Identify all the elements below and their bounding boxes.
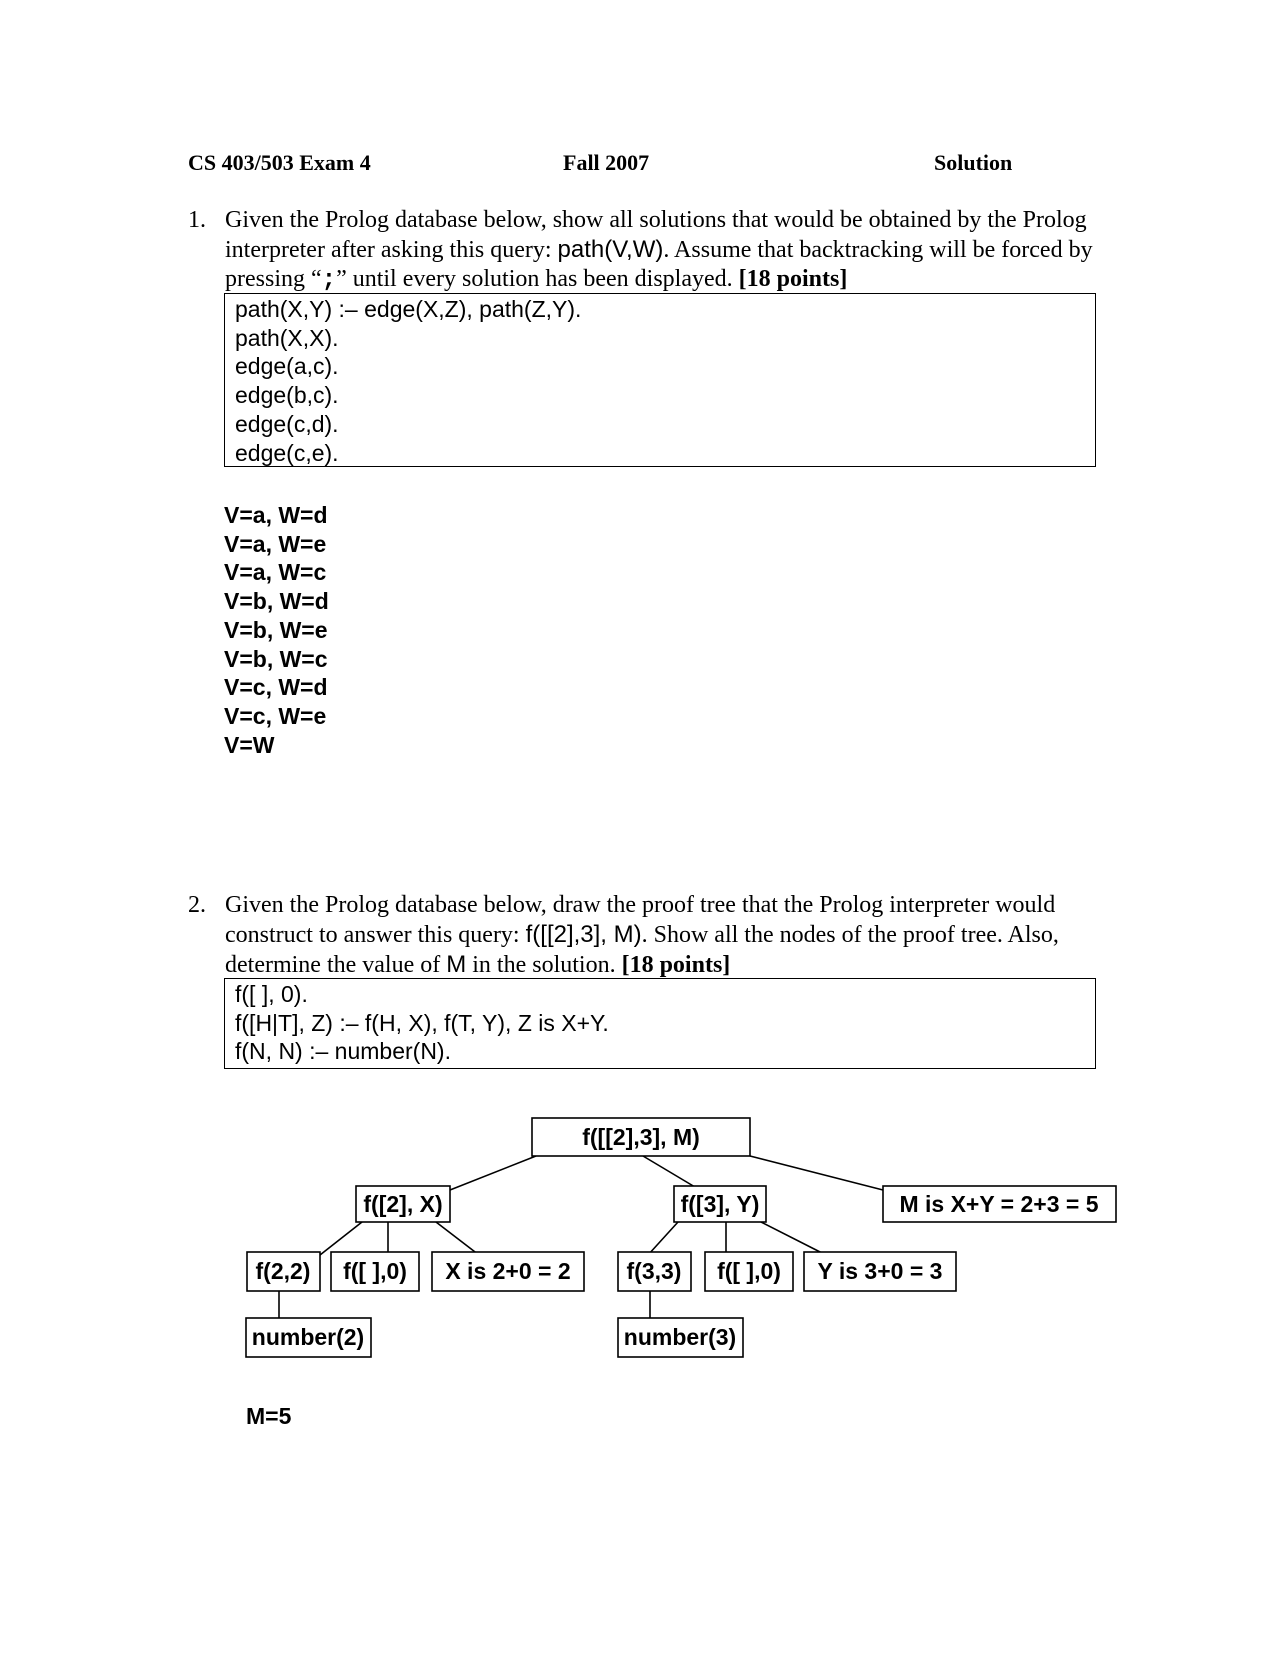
node-label: f([ ],0) <box>717 1258 781 1284</box>
variable-name: M <box>446 951 467 978</box>
tree-node-rl <box>618 1318 743 1357</box>
points-label: [18 points] <box>738 266 848 292</box>
solution-item: V=b, W=e <box>224 616 328 643</box>
question-text: Given the Prolog database below, show all solutions that would be obtained by the Prolog interpreter after asking this query: path(V,W). Assume that backtracking will be forced by pressing “;” until every solution has been displayed. [18 points] <box>225 207 1093 294</box>
tree-edge <box>648 1222 678 1255</box>
code-line: edge(b,c). <box>235 382 339 409</box>
solution-item: V=b, W=c <box>224 645 328 672</box>
tree-edge <box>436 1222 479 1255</box>
tree-node-r3 <box>804 1252 956 1291</box>
code-line: f(N, N) :– number(N). <box>235 1038 451 1065</box>
query-text: f([[2],3], M) <box>525 921 642 948</box>
code-line: edge(c,d). <box>235 410 339 437</box>
tree-edge <box>643 1156 700 1190</box>
term-label: Fall 2007 <box>563 150 650 175</box>
code-line: f([H|T], Z) :– f(H, X), f(T, Y), Z is X+Y. <box>235 1009 609 1036</box>
tree-node-right <box>883 1186 1116 1222</box>
question-number: 1. <box>188 207 206 233</box>
result-value: M=5 <box>246 1403 292 1429</box>
solution-item: V=W <box>224 731 275 758</box>
tree-node-left <box>356 1186 450 1222</box>
node-label: M is X+Y = 2+3 = 5 <box>899 1191 1099 1217</box>
tree-node-r1 <box>618 1252 691 1291</box>
node-label: number(2) <box>251 1324 365 1350</box>
node-label: f([3], Y) <box>680 1191 760 1217</box>
question-text: Given the Prolog database below, draw the proof tree that the Prolog interpreter would construct to answer this query: f([[2],3], M). Show all the nodes of the proof tree. Also, determine the value of M in the solution. [18 points] <box>225 892 1059 978</box>
tree-edges <box>279 1156 883 1323</box>
key-symbol: ; <box>321 267 337 294</box>
code-line: path(X,Y) :– edge(X,Z), path(Z,Y). <box>235 296 582 322</box>
tree-node-mid <box>674 1186 766 1222</box>
code-line: path(X,X). <box>235 324 339 351</box>
node-label: f([ ],0) <box>343 1258 407 1284</box>
solution-item: V=c, W=d <box>224 674 328 701</box>
code-line: edge(a,c). <box>235 353 339 380</box>
solution-label: Solution <box>934 150 1013 175</box>
course-title: CS 403/503 Exam 4 <box>188 150 371 175</box>
tree-node-root <box>532 1118 750 1156</box>
solution-item: V=c, W=e <box>224 702 327 729</box>
node-label: Y is 3+0 = 3 <box>817 1258 943 1284</box>
solution-item: V=a, W=c <box>224 559 327 586</box>
tree-edge <box>450 1156 536 1190</box>
node-label: number(3) <box>623 1324 737 1350</box>
node-label: f([2], X) <box>363 1191 443 1217</box>
solution-item: V=b, W=d <box>224 588 329 615</box>
node-label: f(2,2) <box>255 1258 311 1284</box>
solution-item: V=a, W=e <box>224 530 327 557</box>
points-label: [18 points] <box>621 952 731 978</box>
tree-node-ll <box>246 1318 371 1357</box>
solution-item: V=a, W=d <box>224 502 328 528</box>
tree-node-l3 <box>432 1252 584 1291</box>
code-line: f([ ], 0). <box>235 981 308 1007</box>
tree-node-r2 <box>705 1252 793 1291</box>
query-text: path(V,W) <box>557 236 664 263</box>
tree-node-l1 <box>247 1252 320 1291</box>
question-number: 2. <box>188 892 206 918</box>
tree-node-l2 <box>331 1252 419 1291</box>
node-label: f([[2],3], M) <box>582 1124 700 1150</box>
code-line: edge(c,e). <box>235 439 339 466</box>
tree-edge <box>320 1222 362 1255</box>
tree-edge <box>750 1156 883 1190</box>
node-label: f(3,3) <box>626 1258 682 1284</box>
node-label: X is 2+0 = 2 <box>445 1258 571 1284</box>
tree-edge <box>761 1222 826 1255</box>
